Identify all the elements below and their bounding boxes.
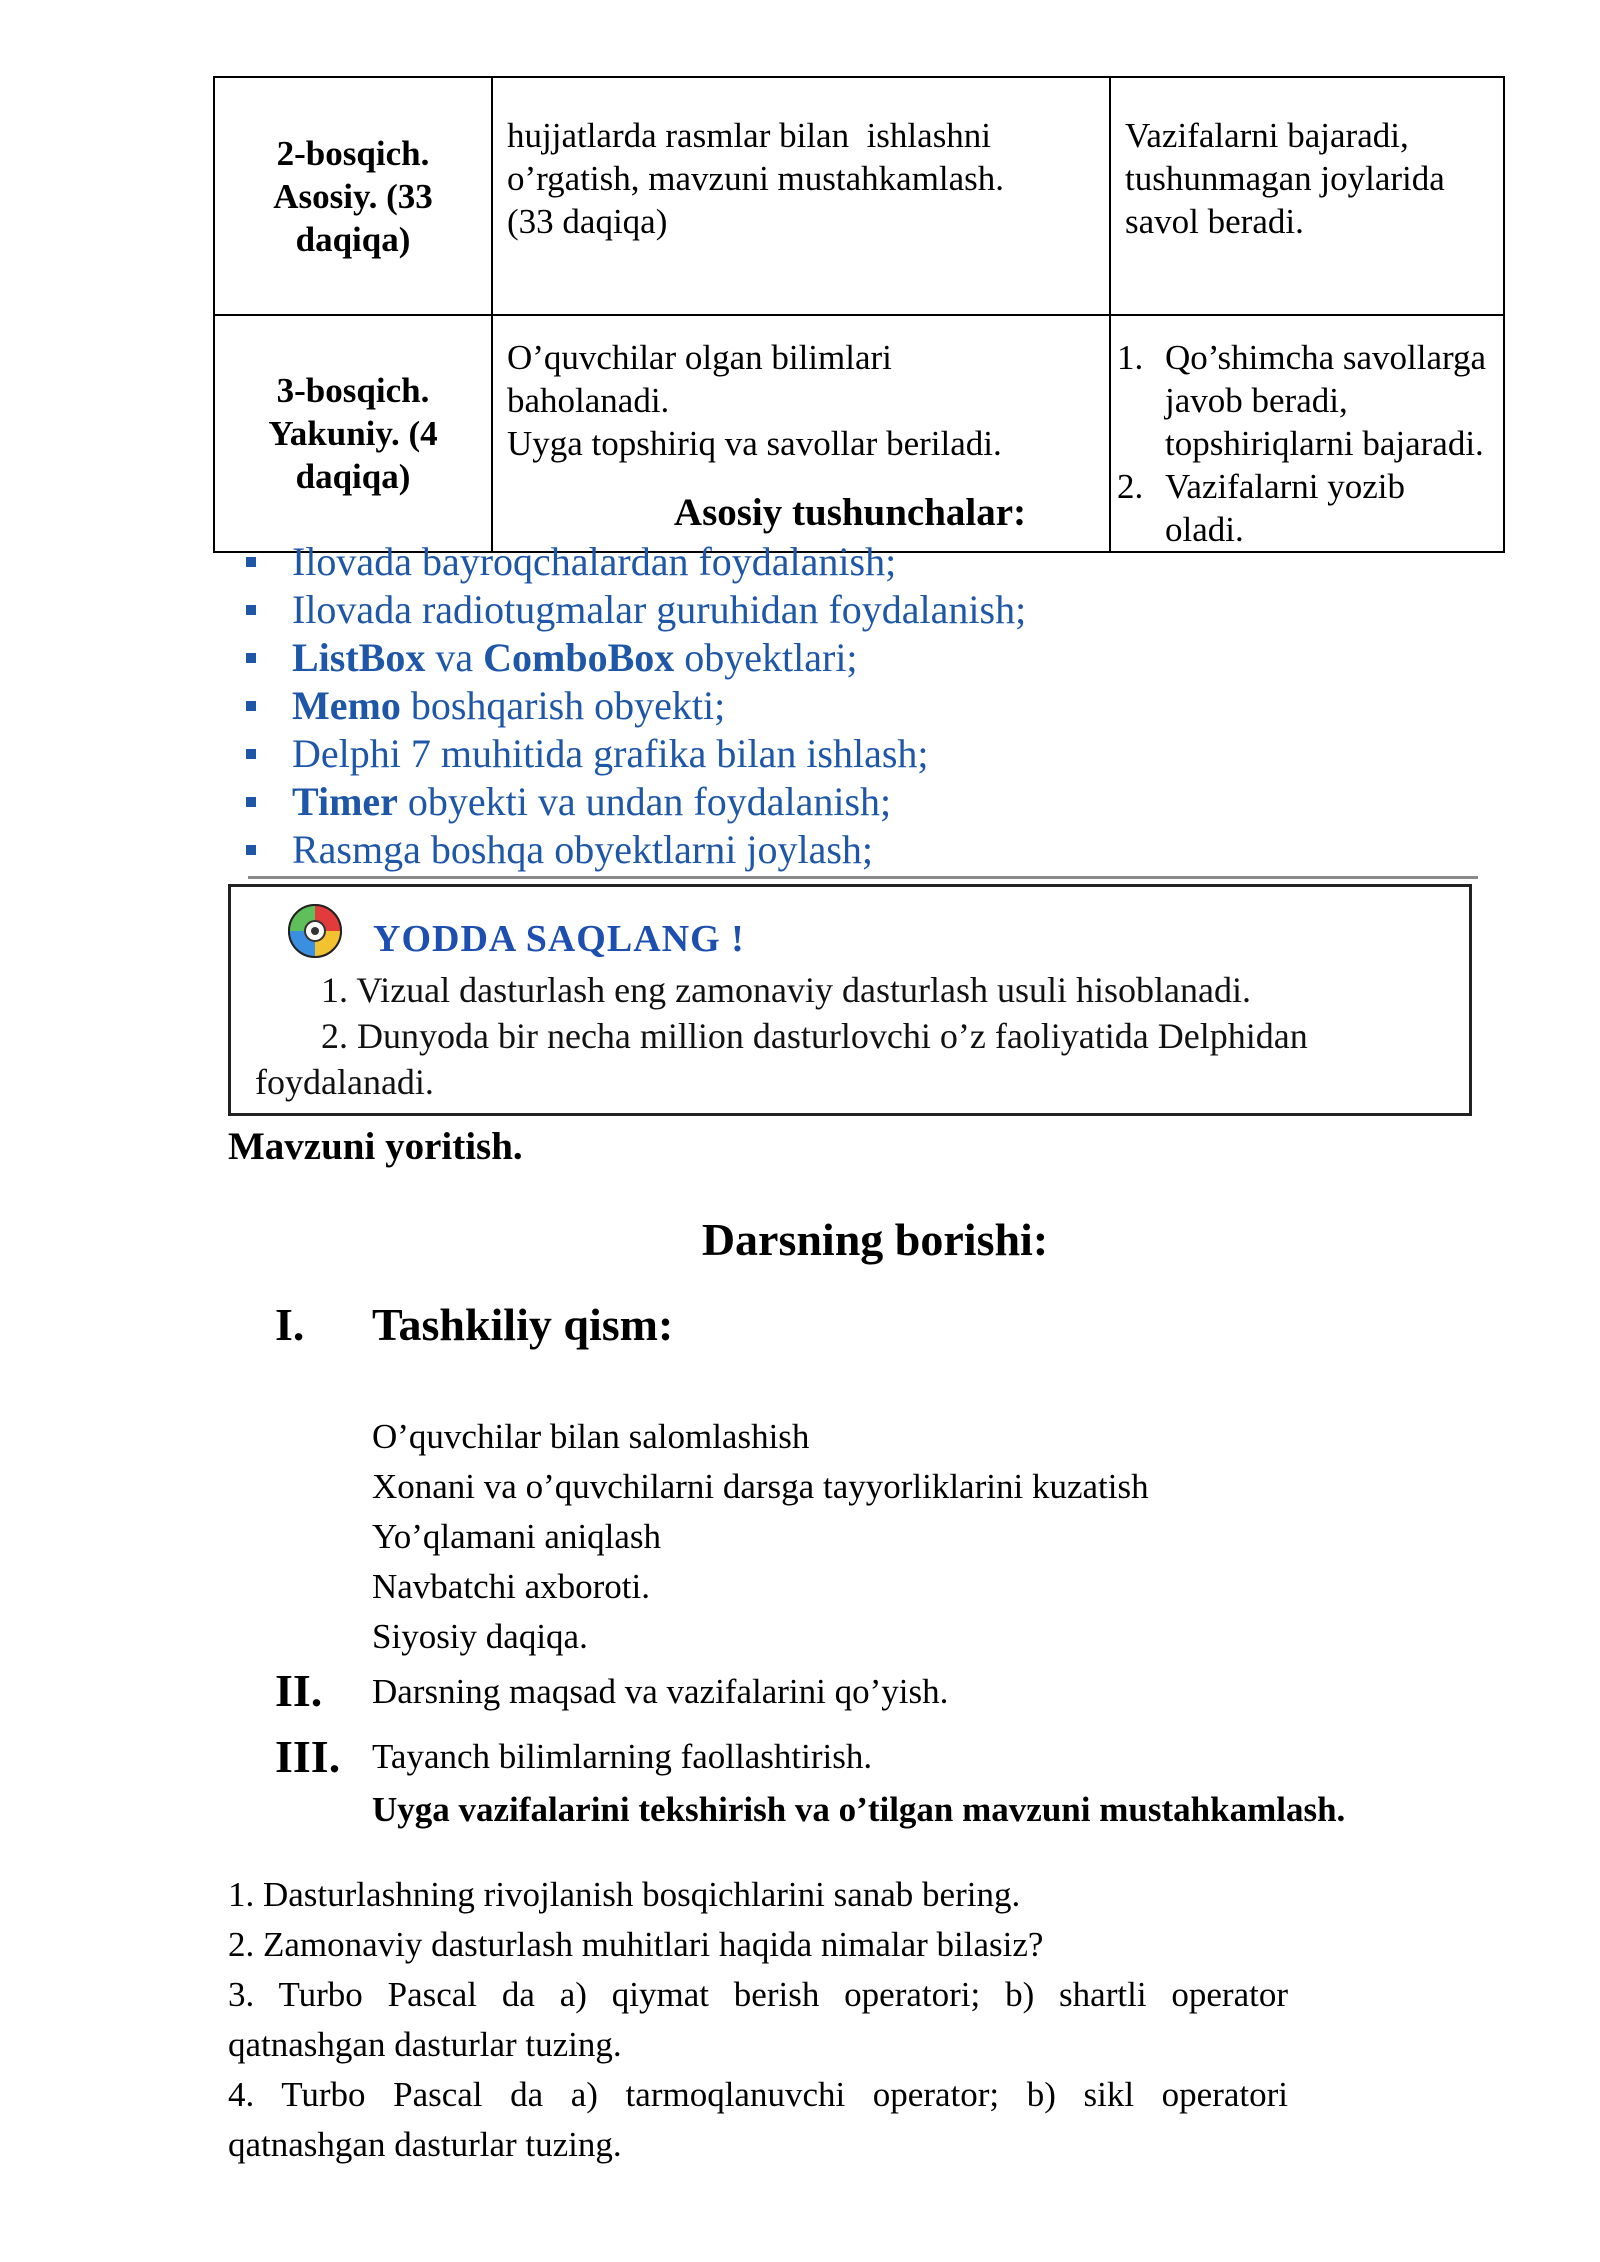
remember-item: 1. Vizual dasturlash eng zamonaviy dasturlash usuli hisoblanadi. <box>321 970 1251 1010</box>
concept-keyword: Timer <box>292 779 398 824</box>
question: 1. Dasturlashning rivojlanish bosqichlarini sanab bering. <box>228 1875 1021 1914</box>
remember-box <box>228 884 1472 1116</box>
bullet-icon <box>246 557 256 567</box>
list-item <box>242 778 1026 826</box>
student-line: tushunmagan joylarida <box>1125 159 1445 198</box>
table-row <box>214 77 1504 315</box>
concept-keyword: ComboBox <box>483 635 675 680</box>
student-line: savol beradi. <box>1125 202 1304 241</box>
teacher-line: o’rgatish, mavzuni mustahkamlash. <box>507 159 1005 198</box>
bullet-icon <box>246 845 256 855</box>
organizational-steps-list <box>372 1412 1149 1662</box>
question: 4. Turbo Pascal da a) tarmoqlanuvchi operator; b) sikl operatori <box>228 2075 1288 2114</box>
stage-line: 3-bosqich. <box>276 371 430 410</box>
lesson-title: Darsning borishi: <box>701 1214 1049 1265</box>
teacher-line: Uyga topshiriq va savollar beriladi. <box>507 424 1002 463</box>
concept-text: Ilovada radiotugmalar guruhidan foydalanish; <box>292 587 1027 632</box>
teacher-line: hujjatlarda rasmlar bilan ishlashni <box>507 116 992 155</box>
topic-title: Mavzuni yoritish. <box>228 1125 523 1168</box>
stage-line: Asosiy. (33 <box>273 176 433 216</box>
concept-keyword: Memo <box>292 683 401 728</box>
concept-text: Rasmga boshqa obyektlarni joylash; <box>292 827 874 872</box>
bullet-icon <box>246 605 256 615</box>
stage-line: 2-bosqich. <box>276 133 430 173</box>
list-item <box>242 634 1026 682</box>
student-line: Qo’shimcha savollarga <box>1165 338 1487 377</box>
remember-item: 2. Dunyoda bir necha million dasturlovchi o’z faoliyatida Delphidan <box>321 1016 1308 1056</box>
bullet-icon <box>246 701 256 711</box>
concepts-title: Asosiy tushunchalar: <box>673 491 1027 534</box>
bullet-icon <box>246 749 256 759</box>
list-number: 1. <box>1117 338 1144 377</box>
section-title: Tashkiliy qism: <box>372 1299 674 1350</box>
list-item <box>242 826 1026 874</box>
question-continuation: qatnashgan dasturlar tuzing. <box>228 2025 622 2064</box>
student-line: Vazifalarni yozib oladi. <box>1165 467 1406 549</box>
section-text: Darsning maqsad va vazifalarini qo’yish. <box>372 1672 949 1711</box>
student-activity-cell <box>1110 77 1504 315</box>
stage-line: daqiqa) <box>295 219 411 259</box>
list-item: Navbatchi axboroti. <box>372 1567 650 1606</box>
questions-list <box>228 1870 1288 2170</box>
student-line: javob beradi, <box>1165 381 1348 420</box>
list-item <box>242 586 1026 634</box>
concept-text: boshqarish obyekti; <box>400 683 726 728</box>
teacher-line: O’quvchilar olgan bilimlari <box>507 338 892 377</box>
lesson-stages-table <box>213 76 1505 553</box>
stage-cell <box>214 77 492 315</box>
list-item: Siyosiy daqiqa. <box>372 1617 588 1656</box>
list-number: 2. <box>1117 467 1144 506</box>
list-item <box>242 682 1026 730</box>
teacher-activity-cell <box>492 77 1110 315</box>
list-item: Yo’qlamani aniqlash <box>372 1517 662 1556</box>
section-bold-text: Uyga vazifalarini tekshirish va o’tilgan mavzuni mustahkamlash. <box>372 1790 1346 1829</box>
stage-line: Yakuniy. (4 <box>268 414 438 453</box>
list-item <box>242 538 1026 586</box>
bullet-icon <box>246 653 256 663</box>
list-item <box>1117 336 1491 465</box>
question: 3. Turbo Pascal da a) qiymat berish operatori; b) shartli operator <box>228 1975 1288 2014</box>
student-line: topshiriqlarni bajaradi. <box>1165 424 1484 463</box>
section-number: II. <box>275 1665 323 1716</box>
concept-keyword: ListBox <box>292 635 426 680</box>
student-line: Vazifalarni bajaradi, <box>1125 116 1409 155</box>
concept-text: Ilovada bayroqchalardan foydalanish; <box>292 539 897 584</box>
section-number: I. <box>275 1299 305 1350</box>
remember-item-continuation: foydalanadi. <box>255 1062 434 1102</box>
cd-disc-icon <box>287 903 343 959</box>
section-text: Tayanch bilimlarning faollashtirish. <box>372 1737 873 1776</box>
concepts-list <box>242 538 1026 874</box>
stage-line: daqiqa) <box>295 457 411 496</box>
divider <box>248 876 1478 879</box>
question-continuation: qatnashgan dasturlar tuzing. <box>228 2125 622 2164</box>
remember-title: YODDA SAQLANG ! <box>373 918 745 960</box>
concept-text: obyekti va undan foydalanish; <box>397 779 892 824</box>
concept-text: Delphi 7 muhitida grafika bilan ishlash; <box>292 731 929 776</box>
bullet-icon <box>246 797 256 807</box>
teacher-line: baholanadi. <box>507 381 670 420</box>
teacher-line: (33 daqiqa) <box>507 202 668 241</box>
section-number: III. <box>275 1731 341 1782</box>
list-item: O’quvchilar bilan salomlashish <box>372 1417 810 1456</box>
concept-text: va <box>425 635 484 680</box>
list-item: Xonani va o’quvchilarni darsga tayyorliklarini kuzatish <box>372 1467 1149 1506</box>
question: 2. Zamonaviy dasturlash muhitlari haqida nimalar bilasiz? <box>228 1925 1044 1964</box>
list-item <box>242 730 1026 778</box>
concept-text: obyektlari; <box>674 635 858 680</box>
